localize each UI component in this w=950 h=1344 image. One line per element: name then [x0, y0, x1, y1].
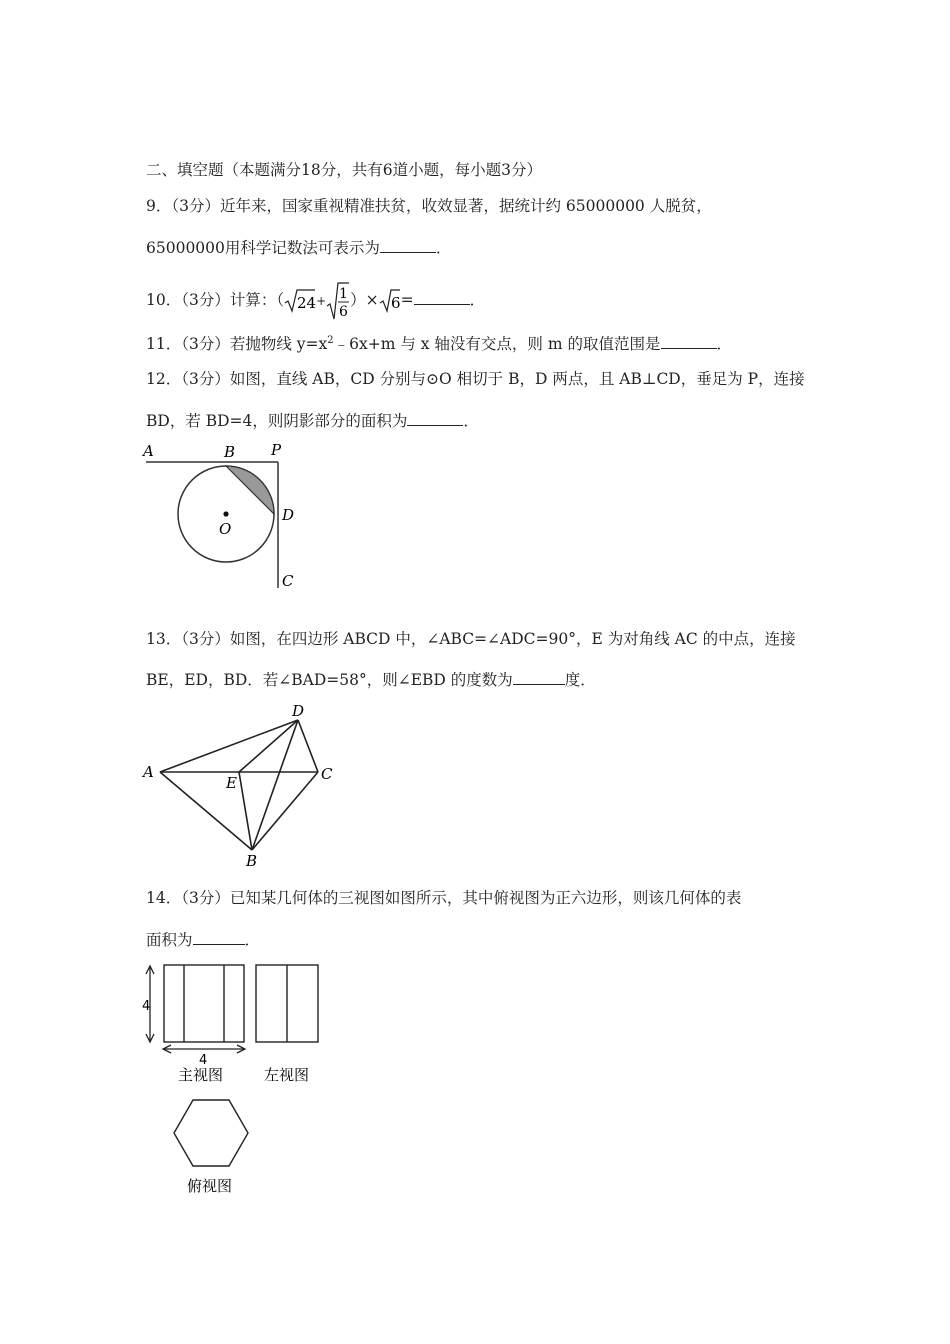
q12-figure: [140, 440, 310, 595]
q14-line2: [146, 933, 260, 949]
q14-width-dimension: [163, 1045, 245, 1053]
q14-answer-blank: [193, 943, 245, 945]
q13-segment-ab: [160, 772, 252, 850]
q9-period: ．: [435, 239, 452, 257]
q14-figure: [138, 955, 338, 1200]
q14-left-view: [256, 965, 318, 1042]
q13-line2: [146, 673, 596, 689]
q14-front-view: [164, 965, 244, 1042]
q10-eq: =: [400, 291, 414, 309]
q13-label-d: D: [292, 702, 305, 720]
q9-line1: 9．（3分）近年来，国家重视精准扶贫，收效显著，据统计约 65000000 人脱贫，: [146, 197, 712, 215]
q12-label-p: P: [271, 441, 282, 459]
q12-label-b: B: [224, 443, 236, 461]
q14-dim-width: 4: [199, 1053, 208, 1068]
q13-segment-ad: [160, 720, 298, 772]
q10-line: [146, 280, 485, 320]
q14-top-label: 俯视图: [187, 1177, 233, 1195]
q13-segment-bc: [252, 772, 318, 850]
q10-sqrt-6: [379, 288, 401, 314]
q13-label-b: B: [246, 852, 258, 870]
q10-rad1: 24: [297, 294, 317, 312]
q11-answer-blank: [661, 347, 717, 349]
q11-line: [146, 336, 732, 353]
q10-period: ．: [469, 291, 486, 309]
q10-close: ）×: [350, 291, 379, 309]
q13-segment-dc: [298, 720, 318, 772]
q12-label-a: A: [143, 442, 154, 460]
q14-dim-height: 4: [142, 999, 151, 1014]
q14-line1: 14．（3分）已知某几何体的三视图如图所示，其中俯视图为正六边形，则该几何体的表: [146, 889, 742, 907]
q14-period: ．: [244, 931, 261, 949]
q13-answer-blank: [513, 683, 565, 685]
q13-label-a: A: [143, 763, 154, 781]
q10-frac-den: 6: [339, 304, 349, 320]
q10-plus: +: [316, 294, 327, 308]
q11-period: ．: [716, 335, 733, 354]
q13-segment-eb: [239, 772, 252, 850]
q14-top-view-hexagon: [174, 1100, 248, 1166]
section-header: 二、填空题（本题满分18分，共有6道小题，每小题3分）: [146, 161, 542, 179]
q9-answer-blank: [380, 251, 436, 253]
q14-text: 面积为: [146, 931, 193, 949]
q13-figure: [140, 700, 340, 870]
q13-degree: 度．: [564, 671, 596, 689]
q10-answer-blank: [414, 303, 470, 305]
q9-text: 65000000用科学记数法可表示为: [146, 239, 380, 257]
q13-line1: 13．（3分）如图，在四边形 ABCD 中，∠ABC=∠ADC=90°，E 为对角线 AC 的中点，连接: [146, 630, 796, 648]
q12-line1: 12．（3分）如图，直线 AB，CD 分别与⊙O 相切于 B，D 两点，且 AB⊥CD，垂足为 P，连接: [146, 370, 805, 388]
q12-center-point: [223, 511, 228, 516]
q12-label-o: O: [219, 520, 232, 538]
q12-answer-blank: [407, 424, 463, 426]
q11-sup: 2: [327, 335, 334, 346]
q12-shaded-region: [226, 466, 274, 514]
q10-prefix: 10．（3分）计算：（: [146, 291, 285, 309]
q11-mid: ﹣6x+m 与 x 轴没有交点，则 m 的取值范围是: [333, 335, 661, 354]
q10-rad2: 6: [390, 294, 401, 312]
q14-left-label: 左视图: [264, 1066, 310, 1084]
q14-front-label: 主视图: [178, 1066, 224, 1084]
q12-line2: [146, 414, 479, 430]
q12-label-d: D: [282, 506, 295, 524]
q10-sqrt-frac: [326, 281, 350, 321]
q13-label-c: C: [321, 765, 333, 783]
q9-line2: [146, 241, 451, 257]
q11-pre: 11．（3分）若抛物线 y=x: [146, 335, 328, 354]
q12-text: BD，若 BD=4，则阴影部分的面积为: [146, 412, 408, 430]
q10-sqrt-24: [284, 288, 316, 314]
q12-label-c: C: [282, 572, 294, 590]
q13-text: BE，ED，BD．若∠BAD=58°，则∠EBD 的度数为: [146, 671, 513, 689]
q12-period: ．: [463, 412, 479, 430]
q13-label-e: E: [226, 774, 237, 792]
q10-frac-num: 1: [339, 286, 349, 302]
